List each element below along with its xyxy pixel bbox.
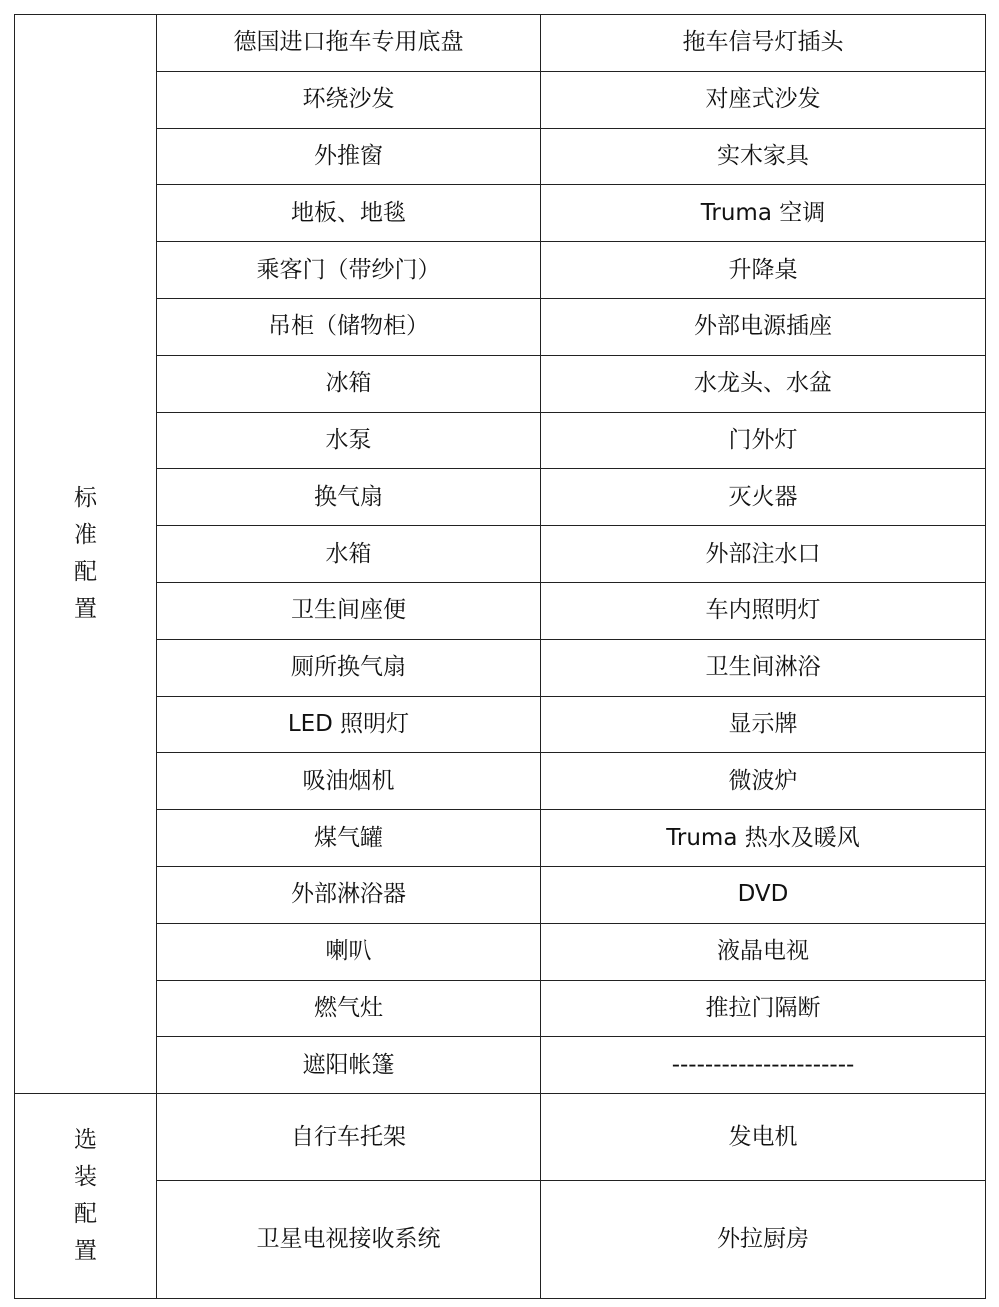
category-label-optional [15, 1094, 157, 1299]
config-item-right: 车内照明灯 [541, 582, 986, 639]
config-item-left: 地板、地毯 [157, 185, 541, 242]
table-row [15, 866, 986, 923]
category-label-char: 装 [74, 1163, 97, 1190]
category-label-char: 配 [74, 559, 97, 586]
config-item-left: 换气扇 [157, 469, 541, 526]
config-item-left: 吊柜（储物柜） [157, 298, 541, 355]
category-label-char: 配 [74, 1201, 97, 1228]
table-row [15, 355, 986, 412]
config-item-right: 拖车信号灯插头 [541, 15, 986, 72]
category-label-char: 标 [74, 484, 97, 511]
configuration-table [14, 14, 986, 1299]
category-label-char: 置 [74, 596, 97, 623]
table-row [15, 469, 986, 526]
config-item-left: 水泵 [157, 412, 541, 469]
config-item-right: 门外灯 [541, 412, 986, 469]
config-item-right: 水龙头、水盆 [541, 355, 986, 412]
configuration-table-body [15, 15, 986, 1299]
config-item-right: ---------------------- [541, 1037, 986, 1094]
config-item-right: 外部注水口 [541, 526, 986, 583]
config-item-right: 卫生间淋浴 [541, 639, 986, 696]
category-label-char: 准 [74, 521, 97, 548]
config-item-right: 实木家具 [541, 128, 986, 185]
table-row [15, 1037, 986, 1094]
config-item-right: 外拉厨房 [541, 1181, 986, 1299]
config-item-right: 液晶电视 [541, 923, 986, 980]
config-item-right: 微波炉 [541, 753, 986, 810]
config-item-left: 喇叭 [157, 923, 541, 980]
table-row [15, 980, 986, 1037]
config-item-left: 燃气灶 [157, 980, 541, 1037]
config-item-right: Truma 热水及暖风 [541, 810, 986, 867]
table-row [15, 1094, 986, 1181]
config-item-left: 外推窗 [157, 128, 541, 185]
config-item-left: 遮阳帐篷 [157, 1037, 541, 1094]
category-label-standard [15, 15, 157, 1094]
config-item-left: LED 照明灯 [157, 696, 541, 753]
table-row [15, 242, 986, 299]
table-row [15, 128, 986, 185]
table-row [15, 412, 986, 469]
table-row [15, 810, 986, 867]
config-item-right: 灭火器 [541, 469, 986, 526]
config-item-left: 水箱 [157, 526, 541, 583]
config-item-left: 卫星电视接收系统 [157, 1181, 541, 1299]
config-item-right: 推拉门隔断 [541, 980, 986, 1037]
config-item-left: 外部淋浴器 [157, 866, 541, 923]
config-item-left: 环绕沙发 [157, 71, 541, 128]
config-item-right: 对座式沙发 [541, 71, 986, 128]
category-label-char: 选 [74, 1126, 97, 1153]
table-row [15, 15, 986, 72]
config-item-right: 显示牌 [541, 696, 986, 753]
table-row [15, 298, 986, 355]
config-item-left: 德国进口拖车专用底盘 [157, 15, 541, 72]
table-row [15, 753, 986, 810]
config-item-left: 吸油烟机 [157, 753, 541, 810]
table-row [15, 1181, 986, 1299]
table-row [15, 696, 986, 753]
table-row [15, 185, 986, 242]
config-item-right: DVD [541, 866, 986, 923]
table-row [15, 526, 986, 583]
config-item-right: 升降桌 [541, 242, 986, 299]
config-item-right: 发电机 [541, 1094, 986, 1181]
config-item-left: 煤气罐 [157, 810, 541, 867]
table-row [15, 923, 986, 980]
config-item-right: Truma 空调 [541, 185, 986, 242]
table-row [15, 582, 986, 639]
config-item-left: 冰箱 [157, 355, 541, 412]
config-item-left: 卫生间座便 [157, 582, 541, 639]
table-row [15, 71, 986, 128]
config-item-left: 自行车托架 [157, 1094, 541, 1181]
category-label-char: 置 [74, 1238, 97, 1265]
config-item-left: 乘客门（带纱门） [157, 242, 541, 299]
config-item-right: 外部电源插座 [541, 298, 986, 355]
table-row [15, 639, 986, 696]
config-item-left: 厕所换气扇 [157, 639, 541, 696]
